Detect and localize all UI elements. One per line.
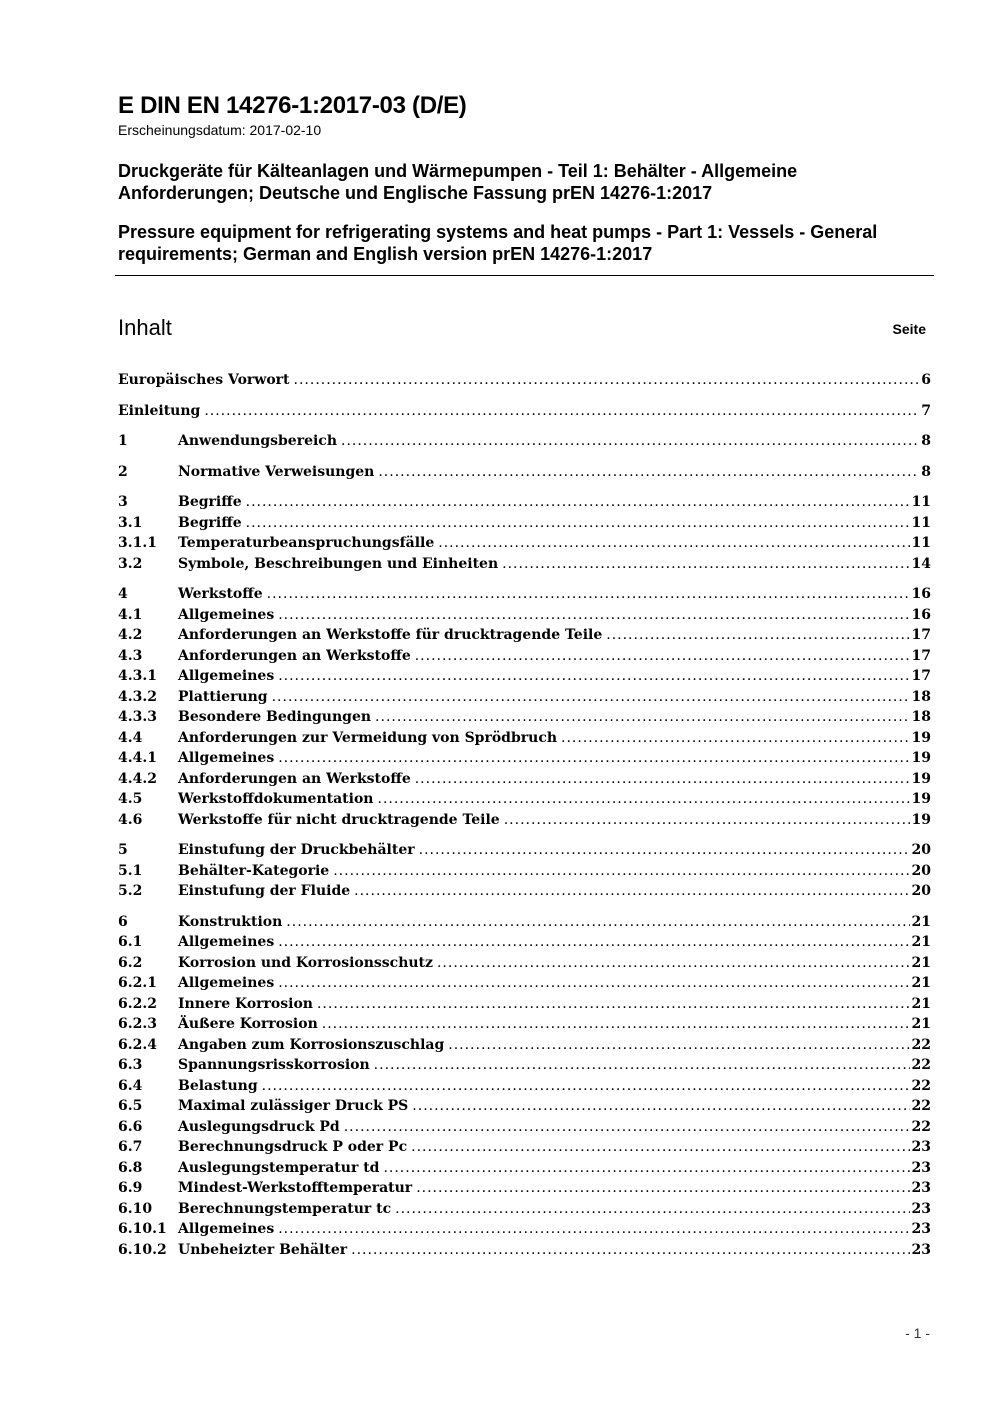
toc-entry[interactable] <box>118 1016 931 1037</box>
toc-entry-page: 22 <box>911 1098 931 1114</box>
toc-entry-title: Mindest-Werkstofftemperatur <box>178 1180 413 1196</box>
toc-entry-title: Berechnungstemperatur tc <box>178 1200 392 1217</box>
toc-entry-page: 11 <box>911 494 931 510</box>
toc-entry-title: Unbeheizter Behälter <box>178 1241 348 1258</box>
toc-entry[interactable] <box>118 607 931 628</box>
toc-entry-page: 14 <box>911 555 931 572</box>
toc-leader-dots <box>416 1180 909 1196</box>
toc-leader-dots <box>267 586 910 602</box>
title-english: Pressure equipment for refrigerating systems and heat pumps - Part 1: Vessels - General requirements; German and English version prEN 14276-1:2017 <box>118 222 878 264</box>
toc-leader-dots <box>419 842 910 858</box>
toc-leader-dots <box>246 494 910 510</box>
toc-entry-page: 23 <box>911 1180 931 1196</box>
toc-entry-title: Einstufung der Druckbehälter <box>178 842 415 858</box>
toc-entry-number: 4.3.2 <box>118 688 157 705</box>
toc-entry-number: 6.8 <box>118 1159 143 1176</box>
toc-entry[interactable] <box>118 668 931 689</box>
toc-entry-number: 1 <box>118 433 128 449</box>
toc-leader-dots <box>606 627 909 643</box>
toc-entry-number: 3.1 <box>118 514 143 531</box>
toc-entry-page: 18 <box>911 709 931 725</box>
toc-entry-title: Belastung <box>178 1077 258 1094</box>
toc-entry[interactable] <box>118 709 931 730</box>
toc-entry-page: 18 <box>911 688 931 705</box>
toc-entry-number: 4.2 <box>118 627 143 643</box>
toc-entry-title: Innere Korrosion <box>178 995 313 1012</box>
toc-entry[interactable] <box>118 812 931 833</box>
toc-entry-title: Anforderungen an Werkstoffe <box>178 647 411 664</box>
toc-entry[interactable] <box>118 1242 931 1263</box>
toc-entry[interactable] <box>118 372 931 393</box>
document-header <box>118 92 934 265</box>
toc-entry[interactable] <box>118 863 931 884</box>
toc-entry[interactable] <box>118 403 931 424</box>
toc-entry-title: Anforderungen an Werkstoffe <box>178 770 411 787</box>
toc-entry-page: 6 <box>921 372 931 388</box>
toc-entry-title: Europäisches Vorwort <box>118 372 290 388</box>
toc-entry-page: 22 <box>911 1057 931 1073</box>
toc-entry[interactable] <box>118 433 931 454</box>
toc-entry-number: 4.1 <box>118 606 143 623</box>
toc-entry-title: Angaben zum Korrosionszuschlag <box>178 1036 445 1053</box>
toc-entry-title: Auslegungstemperatur td <box>178 1159 380 1176</box>
toc-entry[interactable] <box>118 1201 931 1222</box>
toc-entry-number: 6.2.1 <box>118 975 157 991</box>
toc-leader-dots <box>246 515 910 531</box>
toc-entry-number: 4.4.2 <box>118 770 157 787</box>
toc-entry[interactable] <box>118 842 931 863</box>
toc-leader-dots <box>504 812 910 828</box>
toc-leader-dots <box>502 556 909 572</box>
toc-leader-dots <box>378 791 910 807</box>
toc-entry-title: Äußere Korrosion <box>178 1016 318 1032</box>
toc-leader-dots <box>278 607 909 623</box>
toc-entry-page: 8 <box>921 433 931 449</box>
toc-entry-page: 17 <box>911 668 931 684</box>
toc-leader-dots <box>278 668 909 684</box>
toc-entry-page: 21 <box>911 913 931 930</box>
toc-leader-dots <box>415 648 910 664</box>
toc-entry[interactable] <box>118 494 931 515</box>
toc-entry-title: Konstruktion <box>178 913 283 930</box>
toc-entry-title: Korrosion und Korrosionsschutz <box>178 954 433 971</box>
toc-entry-title: Allgemeines <box>178 750 275 766</box>
toc-leader-dots <box>438 535 909 551</box>
toc-entry[interactable] <box>118 1119 931 1140</box>
toc-page-label: Seite <box>892 321 926 337</box>
toc-leader-dots <box>278 975 909 991</box>
toc-entry-number: 4.3.1 <box>118 668 157 684</box>
toc-entry[interactable] <box>118 996 931 1017</box>
toc-entry[interactable] <box>118 730 931 751</box>
toc-leader-dots <box>378 464 919 480</box>
toc-entry-title: Plattierung <box>178 688 268 705</box>
title-german: Druckgeräte für Kälteanlagen und Wärmepumpen - Teil 1: Behälter - Allgemeine Anforderungen; Deutsche und Englische Fassung prEN 14276-1:2017 <box>118 161 798 203</box>
toc-entry-number: 6.2 <box>118 954 143 971</box>
toc-entry[interactable] <box>118 1139 931 1160</box>
toc-entry-page: 16 <box>911 606 931 623</box>
toc-entry-page: 23 <box>911 1159 931 1176</box>
toc-entry-title: Allgemeines <box>178 606 275 623</box>
toc-entry-page: 23 <box>911 1241 931 1258</box>
toc-leader-dots <box>415 771 910 787</box>
toc-entry-number: 6.10 <box>118 1200 153 1217</box>
toc-entry[interactable] <box>118 1180 931 1201</box>
toc-entry-page: 20 <box>911 842 931 858</box>
toc-entry-title: Begriffe <box>178 494 242 510</box>
toc-entry[interactable] <box>118 771 931 792</box>
toc-leader-dots <box>411 1139 909 1155</box>
toc-leader-dots <box>286 914 909 930</box>
toc-entry[interactable] <box>118 1057 931 1078</box>
toc-entry[interactable] <box>118 1221 931 1242</box>
toc-leader-dots <box>341 433 919 449</box>
toc-leader-dots <box>278 750 909 766</box>
toc-entry-number: 6.6 <box>118 1118 143 1135</box>
toc-entry-title: Allgemeines <box>178 975 275 991</box>
toc-entry-page: 19 <box>911 811 931 828</box>
toc-entry-number: 5 <box>118 842 128 858</box>
toc-entry-title: Anforderungen zur Vermeidung von Sprödbruch <box>178 729 558 746</box>
document-id: E DIN EN 14276-1:2017-03 (D/E) <box>118 92 467 119</box>
toc-entry[interactable] <box>118 515 931 536</box>
toc-entry-number: 6.10.1 <box>118 1221 167 1237</box>
toc-entry-title: Allgemeines <box>178 934 275 950</box>
toc-entry-page: 21 <box>911 934 931 950</box>
toc-entry-title: Normative Verweisungen <box>178 463 375 480</box>
toc-entry-page: 19 <box>911 791 931 807</box>
toc-entry-title: Allgemeines <box>178 1221 275 1237</box>
toc-entry[interactable] <box>118 648 931 669</box>
toc-entry[interactable] <box>118 535 931 556</box>
toc-entry-page: 19 <box>911 750 931 766</box>
toc-entry-number: 6.4 <box>118 1077 143 1094</box>
toc-entry-number: 6.2.2 <box>118 995 157 1012</box>
toc-entry-number: 4.3.3 <box>118 709 157 725</box>
toc-entry-number: 2 <box>118 463 128 480</box>
toc-entry-page: 17 <box>911 627 931 643</box>
toc-entry[interactable] <box>118 883 931 904</box>
toc-entry-page: 7 <box>921 402 931 419</box>
toc-entry-number: 6.9 <box>118 1180 143 1196</box>
toc-entry-number: 6 <box>118 913 128 930</box>
toc-entry-number: 6.1 <box>118 934 143 950</box>
toc-entry-page: 23 <box>911 1200 931 1217</box>
toc-entry-number: 6.10.2 <box>118 1241 167 1258</box>
toc-entry-number: 4.6 <box>118 811 143 828</box>
toc-entry-title: Begriffe <box>178 514 242 531</box>
toc-entry[interactable] <box>118 556 931 577</box>
toc-entry-number: 3 <box>118 494 128 510</box>
toc-leader-dots <box>322 1016 910 1032</box>
toc-entry-page: 17 <box>911 647 931 664</box>
toc-entry-title: Symbole, Beschreibungen und Einheiten <box>178 555 499 572</box>
toc-entry-title: Berechnungsdruck P oder Pc <box>178 1139 408 1155</box>
toc-heading: Inhalt <box>118 315 172 340</box>
toc-entry[interactable] <box>118 689 931 710</box>
toc-leader-dots <box>272 689 910 705</box>
toc-entry-number: 4.5 <box>118 791 143 807</box>
toc-entry-number: 4.4.1 <box>118 750 157 766</box>
toc-entry-page: 21 <box>911 1016 931 1032</box>
toc-entry-page: 22 <box>911 1118 931 1135</box>
toc-header <box>118 314 926 344</box>
toc-entry[interactable] <box>118 955 931 976</box>
toc-entry-page: 21 <box>911 954 931 971</box>
toc-entry-page: 11 <box>911 535 931 551</box>
toc-entry[interactable] <box>118 1098 931 1119</box>
toc-entry-page: 11 <box>911 514 931 531</box>
publication-date: Erscheinungsdatum: 2017-02-10 <box>118 122 322 138</box>
toc-entry[interactable] <box>118 627 931 648</box>
toc-leader-dots <box>344 1119 910 1135</box>
toc-entry[interactable] <box>118 914 931 935</box>
toc-leader-dots <box>437 955 910 971</box>
toc-entry-page: 21 <box>911 975 931 991</box>
toc-entry-title: Auslegungsdruck Pd <box>178 1118 340 1135</box>
toc-entry-page: 23 <box>911 1221 931 1237</box>
toc-entry-page: 20 <box>911 883 931 899</box>
toc-entry-page: 19 <box>911 729 931 746</box>
table-of-contents <box>118 372 931 1262</box>
toc-entry-number: 5.1 <box>118 862 143 879</box>
toc-entry-title: Werkstoffe <box>178 586 263 602</box>
toc-entry-title: Einstufung der Fluide <box>178 883 351 899</box>
toc-leader-dots <box>374 1057 910 1073</box>
header-divider <box>115 275 934 276</box>
toc-entry-number: 5.2 <box>118 883 143 899</box>
toc-entry-page: 23 <box>911 1139 931 1155</box>
toc-entry-number: 6.3 <box>118 1057 143 1073</box>
toc-entry[interactable] <box>118 1160 931 1181</box>
toc-entry-number: 4.3 <box>118 647 143 664</box>
toc-entry[interactable] <box>118 586 931 607</box>
toc-leader-dots <box>278 934 909 950</box>
toc-leader-dots <box>204 403 919 419</box>
toc-entry-title: Werkstoffdokumentation <box>178 791 374 807</box>
toc-entry[interactable] <box>118 791 931 812</box>
toc-entry-number: 3.1.1 <box>118 535 157 551</box>
page-number: - 1 - <box>905 1325 930 1341</box>
toc-entry-page: 16 <box>911 586 931 602</box>
toc-entry[interactable] <box>118 975 931 996</box>
toc-entry-title: Besondere Bedingungen <box>178 709 372 725</box>
toc-leader-dots <box>375 709 909 725</box>
toc-leader-dots <box>412 1098 909 1114</box>
toc-leader-dots <box>278 1221 909 1237</box>
toc-leader-dots <box>317 996 910 1012</box>
toc-entry[interactable] <box>118 934 931 955</box>
toc-entry-title: Allgemeines <box>178 668 275 684</box>
toc-entry-title: Maximal zulässiger Druck PS <box>178 1098 409 1114</box>
toc-entry-page: 20 <box>911 862 931 879</box>
toc-entry-number: 6.2.3 <box>118 1016 157 1032</box>
toc-leader-dots <box>294 372 920 388</box>
toc-entry-title: Spannungsrisskorrosion <box>178 1057 370 1073</box>
toc-leader-dots <box>395 1201 909 1217</box>
toc-entry-number: 6.7 <box>118 1139 143 1155</box>
toc-entry-title: Temperaturbeanspruchungsfälle <box>178 535 435 551</box>
toc-entry[interactable] <box>118 1078 931 1099</box>
toc-leader-dots <box>333 863 909 879</box>
toc-entry[interactable] <box>118 750 931 771</box>
toc-entry[interactable] <box>118 1037 931 1058</box>
toc-leader-dots <box>351 1242 909 1258</box>
toc-entry-page: 19 <box>911 770 931 787</box>
toc-entry-page: 21 <box>911 995 931 1012</box>
toc-entry-number: 4 <box>118 586 128 602</box>
toc-entry-page: 8 <box>921 463 931 480</box>
toc-leader-dots <box>383 1160 909 1176</box>
toc-leader-dots <box>354 883 909 899</box>
toc-entry-title: Anwendungsbereich <box>178 433 337 449</box>
toc-entry-number: 6.2.4 <box>118 1036 157 1053</box>
toc-entry-number: 3.2 <box>118 555 143 572</box>
toc-entry-title: Behälter-Kategorie <box>178 862 330 879</box>
toc-leader-dots <box>561 730 909 746</box>
toc-entry[interactable] <box>118 464 931 485</box>
toc-entry-title: Einleitung <box>118 402 201 419</box>
toc-entry-title: Werkstoffe für nicht drucktragende Teile <box>178 811 500 828</box>
toc-leader-dots <box>448 1037 909 1053</box>
toc-entry-number: 4.4 <box>118 729 143 746</box>
toc-entry-number: 6.5 <box>118 1098 143 1114</box>
toc-entry-page: 22 <box>911 1077 931 1094</box>
toc-entry-title: Anforderungen an Werkstoffe für drucktragende Teile <box>178 627 603 643</box>
toc-entry-page: 22 <box>911 1036 931 1053</box>
toc-leader-dots <box>262 1078 910 1094</box>
